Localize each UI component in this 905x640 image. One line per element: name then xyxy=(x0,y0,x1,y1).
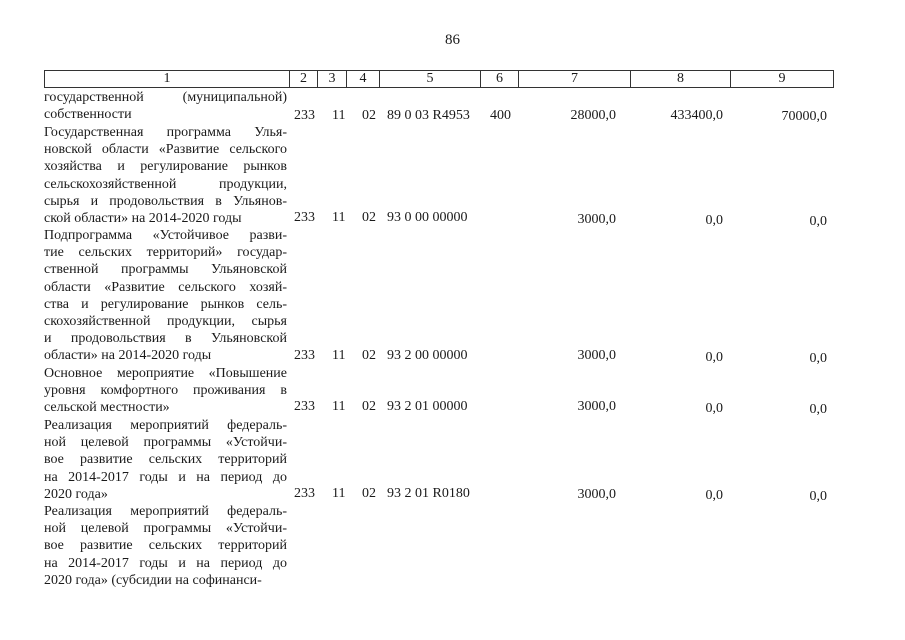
page-number: 86 xyxy=(445,32,460,48)
description-line: ной целевой программы «Устойчи- xyxy=(44,521,287,537)
cell-col-5: 93 2 00 00000 xyxy=(387,348,468,363)
cell-col-5: 93 2 01 00000 xyxy=(387,399,468,414)
cell-col-6: 400 xyxy=(490,108,511,123)
description-line: скохозяйственной продукции, сырья xyxy=(44,314,287,330)
cell-col-7: 28000,0 xyxy=(570,108,616,123)
description-line: тие сельских территорий» государ- xyxy=(44,245,287,261)
cell-col-9: 70000,0 xyxy=(781,109,827,124)
cell-col-4: 02 xyxy=(362,399,376,414)
description-line: на 2014-2017 годы и на период до xyxy=(44,469,287,485)
cell-col-9: 0,0 xyxy=(809,214,827,229)
cell-col-5: 89 0 03 R4953 xyxy=(387,108,470,123)
description-line: на 2014-2017 годы и на период до xyxy=(44,555,287,571)
cell-col-8: 0,0 xyxy=(705,213,723,228)
cell-col-4: 02 xyxy=(362,348,376,363)
cell-col-9: 0,0 xyxy=(809,351,827,366)
cell-col-9: 0,0 xyxy=(809,402,827,417)
cell-col-5: 93 2 01 R0180 xyxy=(387,486,470,501)
column-header-5: 5 xyxy=(380,71,481,87)
row-description xyxy=(44,503,287,589)
cell-col-8: 0,0 xyxy=(705,488,723,503)
cell-col-7: 3000,0 xyxy=(577,399,616,414)
cell-col-9: 0,0 xyxy=(809,489,827,504)
cell-col-8: 433400,0 xyxy=(670,108,723,123)
description-line: ства и регулирование рынков сель- xyxy=(44,296,287,312)
row-description xyxy=(44,365,287,417)
description-line: хозяйства и регулирование рынков xyxy=(44,159,287,175)
description-line: вое развитие сельских территорий xyxy=(44,452,287,468)
cell-col-7: 3000,0 xyxy=(577,348,616,363)
description-line: уровня комфортного проживания в xyxy=(44,383,287,399)
column-header-8: 8 xyxy=(631,71,731,87)
description-line: Основное мероприятие «Повышение xyxy=(44,366,287,381)
cell-col-4: 02 xyxy=(362,108,376,123)
cell-col-2: 233 xyxy=(294,210,315,225)
cell-col-5: 93 0 00 00000 xyxy=(387,210,468,225)
cell-col-3: 11 xyxy=(332,108,346,123)
description-line: области» на 2014-2020 годы xyxy=(44,348,212,364)
column-header-4: 4 xyxy=(347,71,380,87)
description-line: Реализация мероприятий федераль- xyxy=(44,418,287,433)
description-line: сельскохозяйственной продукции, xyxy=(44,176,287,192)
description-line: государственной (муниципальной) xyxy=(44,90,287,105)
cell-col-2: 233 xyxy=(294,399,315,414)
description-line: 2020 года» xyxy=(44,486,108,502)
cell-col-4: 02 xyxy=(362,486,376,501)
cell-col-4: 02 xyxy=(362,210,376,225)
description-line: 2020 года» (субсидии на софинанси- xyxy=(44,572,262,588)
row-description xyxy=(44,89,287,123)
column-header-9: 9 xyxy=(778,71,786,86)
table-header xyxy=(44,70,834,88)
description-line: ственной программы Ульяновской xyxy=(44,262,287,278)
cell-col-7: 3000,0 xyxy=(577,212,616,227)
description-line: Подпрограмма «Устойчивое разви- xyxy=(44,228,287,243)
description-line: сырья и продовольствия в Ульянов- xyxy=(44,193,287,209)
description-line: сельской местности» xyxy=(44,400,170,416)
cell-col-3: 11 xyxy=(332,210,346,225)
cell-col-8: 0,0 xyxy=(705,401,723,416)
row-description xyxy=(44,124,287,227)
description-line: вое развитие сельских территорий xyxy=(44,538,287,554)
description-line: Реализация мероприятий федераль- xyxy=(44,504,287,519)
description-line: области «Развитие сельского хозяй- xyxy=(44,279,287,295)
row-description xyxy=(44,417,287,503)
column-header-2: 2 xyxy=(290,71,318,87)
column-header-3: 3 xyxy=(318,71,347,87)
cell-col-3: 11 xyxy=(332,486,346,501)
cell-col-7: 3000,0 xyxy=(577,487,616,502)
cell-col-8: 0,0 xyxy=(705,350,723,365)
cell-col-2: 233 xyxy=(294,486,315,501)
description-line: и продовольствия в Ульяновской xyxy=(44,331,287,347)
column-header-7: 7 xyxy=(519,71,631,87)
description-line: ской области» на 2014-2020 годы xyxy=(44,211,242,227)
row-description xyxy=(44,227,287,365)
column-header-6: 6 xyxy=(481,71,519,87)
cell-col-2: 233 xyxy=(294,348,315,363)
description-line: собственности xyxy=(44,107,132,123)
cell-col-3: 11 xyxy=(332,348,346,363)
column-header-1: 1 xyxy=(45,71,290,87)
cell-col-2: 233 xyxy=(294,108,315,123)
description-line: новской области «Развитие сельского xyxy=(44,142,287,158)
description-line: Государственная программа Улья- xyxy=(44,125,287,140)
description-line: ной целевой программы «Устойчи- xyxy=(44,435,287,451)
cell-col-3: 11 xyxy=(332,399,346,414)
